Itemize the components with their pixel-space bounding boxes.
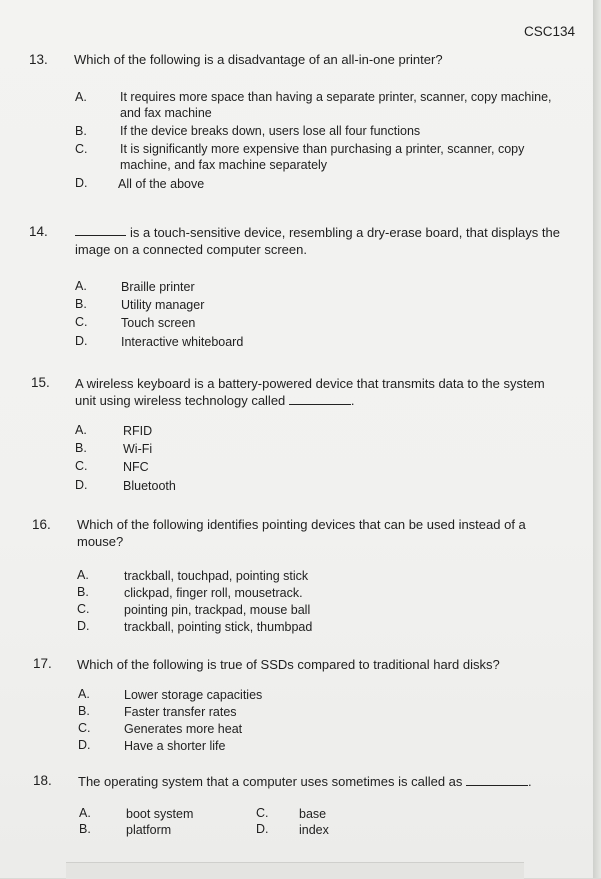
option-text: Lower storage capacities [124,688,263,702]
question-text-line: unit using wireless technology called [75,393,286,408]
option-text: Generates more heat [124,722,243,736]
option-letter: B. [75,297,87,311]
option-letter: C. [256,806,269,820]
option-text: Have a shorter life [124,739,226,753]
question-text: Which of the following is true of SSDs compared to traditional hard disks? [77,657,500,672]
option-text: Braille printer [121,280,195,294]
option-text: Bluetooth [123,479,176,493]
answer-blank [466,774,528,786]
option-text: Wi-Fi [123,442,153,456]
option-text: boot system [126,807,194,821]
option-letter: B. [78,704,90,718]
option-text: If the device breaks down, users lose all four functions [120,124,421,138]
option-letter: D. [78,738,91,752]
option-text: Faster transfer rates [124,705,237,719]
answer-blank [289,393,351,405]
sentence-end: . [528,774,532,789]
option-letter: A. [77,568,89,582]
option-text: Interactive whiteboard [121,335,244,349]
option-letter: A. [78,687,90,701]
option-text: Touch screen [121,316,196,330]
answer-blank [75,224,126,236]
page-bottom-edge [66,862,524,879]
option-text: Utility manager [121,298,205,312]
question-number: 15. [31,375,50,390]
question-text: Which of the following identifies pointing devices that can be used instead of a mouse? [77,517,526,549]
question-number: 13. [29,52,48,67]
question-text-line: The operating system that a computer uses sometimes is called as [78,774,463,789]
option-letter: C. [75,459,88,473]
option-letter: A. [75,423,87,437]
option-text: trackball, touchpad, pointing stick [124,569,309,583]
option-text: base [299,807,327,821]
option-letter: B. [75,124,87,138]
option-text: platform [126,823,172,837]
course-code: CSC134 [524,24,576,39]
option-letter: B. [75,441,87,455]
question-number: 16. [32,517,51,532]
option-letter: C. [75,315,88,329]
question-number: 18. [33,773,52,788]
option-text: It requires more space than having a separate printer, scanner, copy machine, and fax machine [120,90,552,120]
option-letter: C. [75,142,88,156]
question-text: Which of the following is a disadvantage of an all-in-one printer? [74,52,443,67]
option-text: pointing pin, trackpad, mouse ball [124,603,311,617]
page-edge-shadow [593,0,601,878]
option-letter: D. [77,619,90,633]
option-letter: A. [79,806,91,820]
option-text: index [299,823,329,837]
option-letter: A. [75,279,87,293]
option-text: It is significantly more expensive than purchasing a printer, scanner, copy machine, and fax machine separately [120,142,525,172]
option-text: NFC [123,460,149,474]
option-letter: C. [78,721,91,735]
question-text-continued: image on a connected computer screen. [75,242,307,257]
option-text: RFID [123,424,153,438]
option-letter: B. [77,585,89,599]
option-text: trackball, pointing stick, thumbpad [124,620,313,634]
question-text: is a touch-sensitive device, resembling a dry-erase board, that displays the [130,225,560,240]
question-text-continued [75,392,355,409]
option-letter: B. [79,822,91,836]
option-text: clickpad, finger roll, mousetrack. [124,586,303,600]
option-letter: D. [75,176,88,190]
option-letter: D. [75,334,88,348]
question-number: 14. [29,224,48,239]
question-text [78,773,532,790]
option-letter: D. [75,478,88,492]
option-text: All of the above [118,177,205,191]
question-text: A wireless keyboard is a battery-powered device that transmits data to the system [75,376,545,391]
sentence-end: . [350,393,355,408]
option-letter: A. [75,90,87,104]
option-letter: D. [256,822,269,836]
question-number: 17. [33,656,52,671]
option-letter: C. [77,602,90,616]
